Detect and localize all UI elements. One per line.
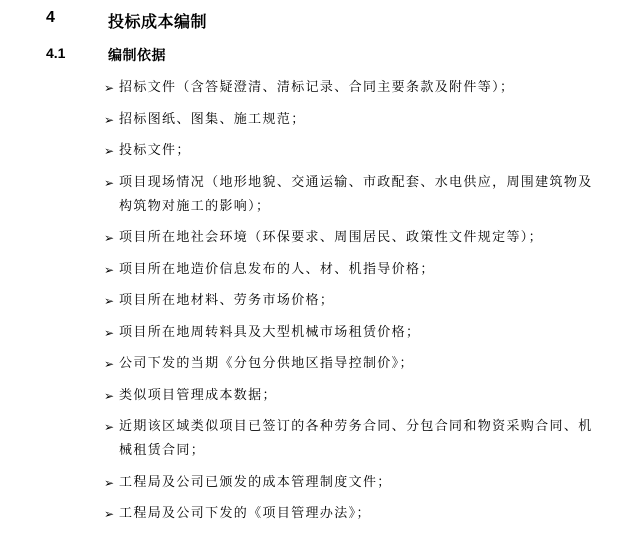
list-item-text: 项目所在地周转料具及大型机械市场租赁价格； [119,324,421,340]
list-item [104,226,604,250]
arrow-bullet-icon: ➢ [104,294,115,308]
list-item-text: 招标图纸、图集、施工规范； [119,111,306,127]
list-item [104,502,604,526]
section-title: 投标成本编制 [108,12,208,31]
arrow-bullet-icon: ➢ [104,144,115,158]
arrow-bullet-icon: ➢ [104,507,115,521]
arrow-bullet-icon: ➢ [104,175,115,190]
list-item-text: 近期该区域类似项目已签订的各种劳务合同、分包合同和物资采购合同、机械租赁合同； [119,419,593,458]
list-item [104,139,604,163]
arrow-bullet-icon: ➢ [104,112,115,127]
list-item-text: 投标文件； [119,143,191,158]
subsection-heading [0,43,644,67]
list-item-text: 项目现场情况（地形地貌、交通运输、市政配套、水电供应，周围建筑物及构筑物对施工的影响）； [119,174,593,214]
list-item [104,76,604,100]
arrow-bullet-icon: ➢ [104,231,115,245]
list-item-text: 公司下发的当期《分包分供地区指导控制价》； [119,356,414,371]
list-item [104,289,604,313]
list-item [104,258,604,282]
list-item-text: 招标文件（含答疑澄清、清标记录、合同主要条款及附件等）； [119,80,515,95]
list-item [104,171,604,219]
list-item [104,415,604,463]
list-item-text: 项目所在地材料、劳务市场价格； [119,293,335,308]
arrow-bullet-icon: ➢ [104,357,115,371]
list-item [104,108,604,132]
subsection-title: 编制依据 [108,48,166,64]
arrow-bullet-icon: ➢ [104,325,115,340]
list-item [104,471,604,495]
section-number: 4 [46,9,55,26]
section-heading [0,7,644,33]
arrow-bullet-icon: ➢ [104,81,115,95]
list-item-text: 项目所在地造价信息发布的人、材、机指导价格； [119,261,435,277]
arrow-bullet-icon: ➢ [104,262,115,277]
list-item [104,321,604,345]
basis-list [104,76,604,534]
list-item [104,384,604,408]
arrow-bullet-icon: ➢ [104,388,115,403]
arrow-bullet-icon: ➢ [104,420,115,434]
list-item-text: 工程局及公司下发的《项目管理办法》； [119,506,371,521]
list-item-text: 类似项目管理成本数据； [119,387,277,403]
subsection-number: 4.1 [46,45,66,61]
list-item-text: 项目所在地社会环境（环保要求、周围居民、政策性文件规定等）； [119,230,544,245]
list-item [104,352,604,376]
arrow-bullet-icon: ➢ [104,475,115,490]
list-item-text: 工程局及公司已颁发的成本管理制度文件； [119,474,392,490]
